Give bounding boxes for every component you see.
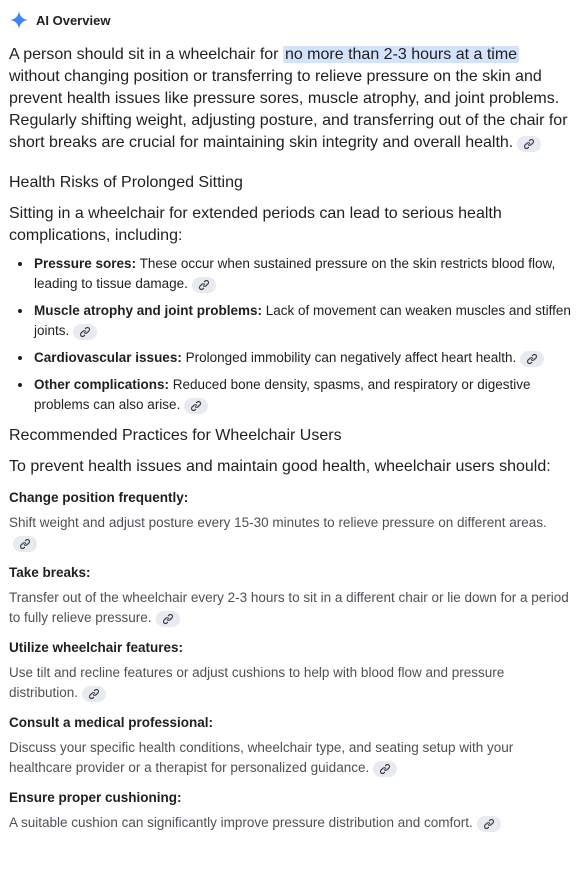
intro-text-start: A person should sit in a wheelchair for (9, 46, 283, 63)
intro-paragraph (9, 44, 573, 154)
practice-text: Shift weight and adjust posture every 15-30 minutes to relieve pressure on different areas. (9, 515, 547, 530)
source-link-icon[interactable] (82, 686, 106, 702)
list-item (9, 254, 573, 294)
risks-heading: Health Risks of Prolonged Sitting (9, 174, 243, 191)
practice-desc (9, 588, 573, 628)
practice-title: Change position frequently: (9, 490, 189, 505)
source-link-icon[interactable] (13, 536, 37, 552)
practice-title: Take breaks: (9, 565, 91, 580)
practice-item (9, 788, 573, 833)
intro-highlight: no more than 2-3 hours at a time (284, 46, 518, 63)
risk-title: Muscle atrophy and joint problems: (34, 303, 263, 318)
sparkle-icon (9, 10, 29, 30)
risk-text: Prolonged immobility can negatively affect heart health. (181, 350, 517, 365)
practice-text: Discuss your specific health conditions, wheelchair type, and seating setup with your healthcare provider or a therapist for personalized guidance. (9, 740, 514, 775)
practice-item (9, 638, 573, 703)
practice-desc (9, 738, 573, 778)
practice-text: A suitable cushion can significantly improve pressure distribution and comfort. (9, 815, 473, 830)
risk-text: Lack of movement can weaken muscles and stiffen joints. (34, 303, 571, 338)
intro-text-end: without changing position or transferring to relieve pressure on the skin and prevent health issues like pressure sores, muscle atrophy, and joint problems. Regularly shifting weight, adjusting posture, and transferring out of the chair for short breaks are crucial for maintaining skin integrity and overall health. (9, 68, 568, 151)
practice-title: Utilize wheelchair features: (9, 640, 184, 655)
risk-text: These occur when sustained pressure on the skin restricts blood flow, leading to tissue damage. (34, 256, 556, 291)
practice-title: Consult a medical professional: (9, 715, 214, 730)
practice-item (9, 563, 573, 628)
risk-title: Pressure sores: (34, 256, 137, 271)
source-link-icon[interactable] (520, 351, 544, 367)
risk-title: Cardiovascular issues: (34, 350, 182, 365)
ai-overview-header (9, 0, 573, 39)
practice-desc (9, 663, 573, 703)
practice-title: Ensure proper cushioning: (9, 790, 182, 805)
risk-text: Reduced bone density, spasms, and respiratory or digestive problems can also arise. (34, 377, 531, 412)
list-item (9, 348, 573, 368)
practice-desc (9, 513, 573, 553)
practices-lead: To prevent health issues and maintain good health, wheelchair users should: (9, 458, 551, 475)
source-link-icon[interactable] (73, 324, 97, 340)
risks-lead: Sitting in a wheelchair for extended periods can lead to serious health complications, including: (9, 205, 502, 244)
practice-text: Transfer out of the wheelchair every 2-3 hours to sit in a different chair or lie down for a period to fully relieve pressure. (9, 590, 569, 625)
list-item (9, 301, 573, 341)
practice-text: Use tilt and recline features or adjust cushions to help with blood flow and pressure distribution. (9, 665, 505, 700)
practice-item (9, 713, 573, 778)
practice-item (9, 488, 573, 553)
risk-title: Other complications: (34, 377, 170, 392)
practice-desc (9, 813, 573, 833)
practices-heading: Recommended Practices for Wheelchair Users (9, 427, 342, 444)
ai-overview-title: AI Overview (36, 12, 111, 28)
risks-list (9, 254, 573, 415)
source-link-icon[interactable] (517, 136, 541, 152)
source-link-icon[interactable] (373, 761, 397, 777)
source-link-icon[interactable] (192, 277, 216, 293)
source-link-icon[interactable] (156, 611, 180, 627)
source-link-icon[interactable] (184, 398, 208, 414)
list-item (9, 375, 573, 415)
source-link-icon[interactable] (477, 816, 501, 832)
